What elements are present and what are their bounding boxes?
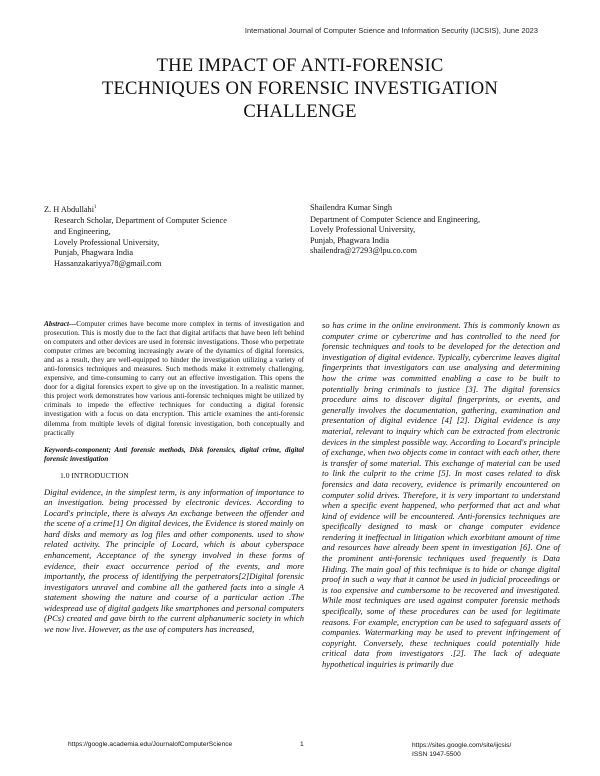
author-affiliation: Punjab, Phagwara India xyxy=(310,235,390,245)
footer-right xyxy=(412,741,511,759)
title-line: THE IMPACT OF ANTI-FORENSIC xyxy=(156,55,444,76)
author-affiliation: Lovely Professional University, xyxy=(310,225,416,235)
author-superscript: 1 xyxy=(94,205,97,210)
journal-header: International Journal of Computer Science and Information Security (IJCSIS), June 2023 xyxy=(244,26,538,35)
paper-title xyxy=(40,54,560,123)
author-block-left xyxy=(44,203,292,269)
section-heading: 1.0 INTRODUCTION xyxy=(60,470,129,480)
title-line: TECHNIQUES ON FORENSIC INVESTIGATION xyxy=(101,78,499,99)
title-line: CHALLENGE xyxy=(243,101,357,122)
author-email: Hassanzakariyya78@gmail.com xyxy=(54,258,162,268)
abstract-text: Computer crimes have become more complex in terms of investigation and prosecution. This is mostly due to the fact that digital artifacts that have been left behind on computers and other devices are used in forensic investigations. Those who perpetrate computer crimes are becoming increasingly aware of the dynamics of digital forensics, and as a result, they are well-equipped to hinder the investigation utilizing a variety of anti-forensics techniques and measures. Such methods make it extremely challenging, expensive, and time-consuming to carry out an effective investigation. This opens the door for a digital forensics expert to give up on the investigation. In a realistic manner, this project work demonstrates how various anti-forensic techniques might be utilized by criminals to impede the effective techniques for conducting a digital forensic investigation with a focus on data encryption. This article examines the anti-forensic dilemma from multiple levels of digital forensic investigation, both conceptually and practically xyxy=(44,320,304,437)
author-name: Shailendra Kumar Singh xyxy=(310,203,393,212)
author-affiliation: and Engineering, xyxy=(54,226,111,236)
author-affiliation: Research Scholar, Department of Computer Science xyxy=(54,216,227,226)
abstract-label: Abstract— xyxy=(44,320,77,328)
keywords: Keywords-component; Anti forensic methods, Disk forensics, digital crime, digital forensic investigation xyxy=(44,445,304,463)
footer-issn: ISSN 1947-5500 xyxy=(412,751,461,758)
author-name: Z. H Abdullahi$^1$ xyxy=(44,204,97,214)
intro-paragraph-right: so has crime in the online environment. This is commonly known as computer crime or cybercrime and has controlled to the need for forensic techniques and tools to be developed for the detection and investigation of digital evidence. Typically, cybercrime leaves digital fingerprints that investigators can use analysing and determining how the crime was committed enabling a case to be built to potentially bring criminals to justice [3]. The digital forensics procedure aims to discover digital fingerprints, or events, and generally involves the documentation, gathering, examination and presentation of digital evidence [4] [2]. Digital evidence is any material, relevant to inquiry which can be extracted from electronic devices in the simplest possible way. According to Locard's principle of exchange, when two objects come in contact with each other, there is transfer of some material. This exchange of material can be used to link the culprit to the crime [5]. In most cases related to disk forensics and data recovery, evidence is primarily encountered on computer solid drives. Therefore, it is very important to understand when a specific event happened, who performed that act and what kind of evidence will be encountered. Anti-forensics techniques are specifically designed to mask or change computer evidence rendering it ineffectual in litigation which exorbitant amount of time and resources have already been spent in investigation [6]. One of the prominent anti-forensic techniques used frequently is Data Hiding. The main goal of this technique is to hide or change digital proof in such a way that it cannot be used in judicial proceedings or is too expensive and cumbersome to be recovered and investigated. While most techniques are used against computer forensic methods specifically, some of these procedures can be used for legitimate reasons. For example, encryption can be used to safeguard assets of companies. Watermarking may be used to prevent infringement of copyright. Conversely, these techniques could potentially hide critical data from investigators .[2]. The lack of adequate hypothetical inquiries is primarily due xyxy=(322,320,560,669)
left-column xyxy=(44,320,304,634)
author-affiliation: Punjab, Phagwara India xyxy=(54,248,134,258)
footer-url-left: https://google.academia.edu/JournalofComputerScience xyxy=(68,741,233,748)
author-email: shailendra@27293@lpu.co.com xyxy=(310,246,417,256)
footer-url-right: https://sites.google.com/site/ijcsis/ xyxy=(412,742,512,749)
author-affiliation: Lovely Professional University, xyxy=(54,237,160,247)
author-block-right xyxy=(310,203,550,257)
page-number: 1 xyxy=(300,741,304,748)
abstract xyxy=(44,320,304,438)
author-affiliation: Department of Computer Science and Engineering, xyxy=(310,214,481,224)
intro-paragraph-left: Digital evidence, in the simplest term, is any information of importance to an investigation. being processed by electronic devices. According to Locard's principle, there is always An exchange between the offender and the scene of a crime[1] On digital devices, the Evidence is stored mainly on hard disks and memory as log files and other components. used to show related activity. The principle of Locard, which is about cyberspace enhancement, Acceptance of the synergy involved in these forms of evidence, their exact occurrence period of the events, and more importantly, the process of identifying the perpetrators[2]Digital forensic investigators unravel and combine all the gathered facts into a single A statement showing the nature and course of a particular action .The widespread use of digital gadgets like smartphones and personal computers (PCs) created and gave birth to the current alphanumeric society in which we now live. However, as the use of computers has increased, xyxy=(44,486,304,634)
